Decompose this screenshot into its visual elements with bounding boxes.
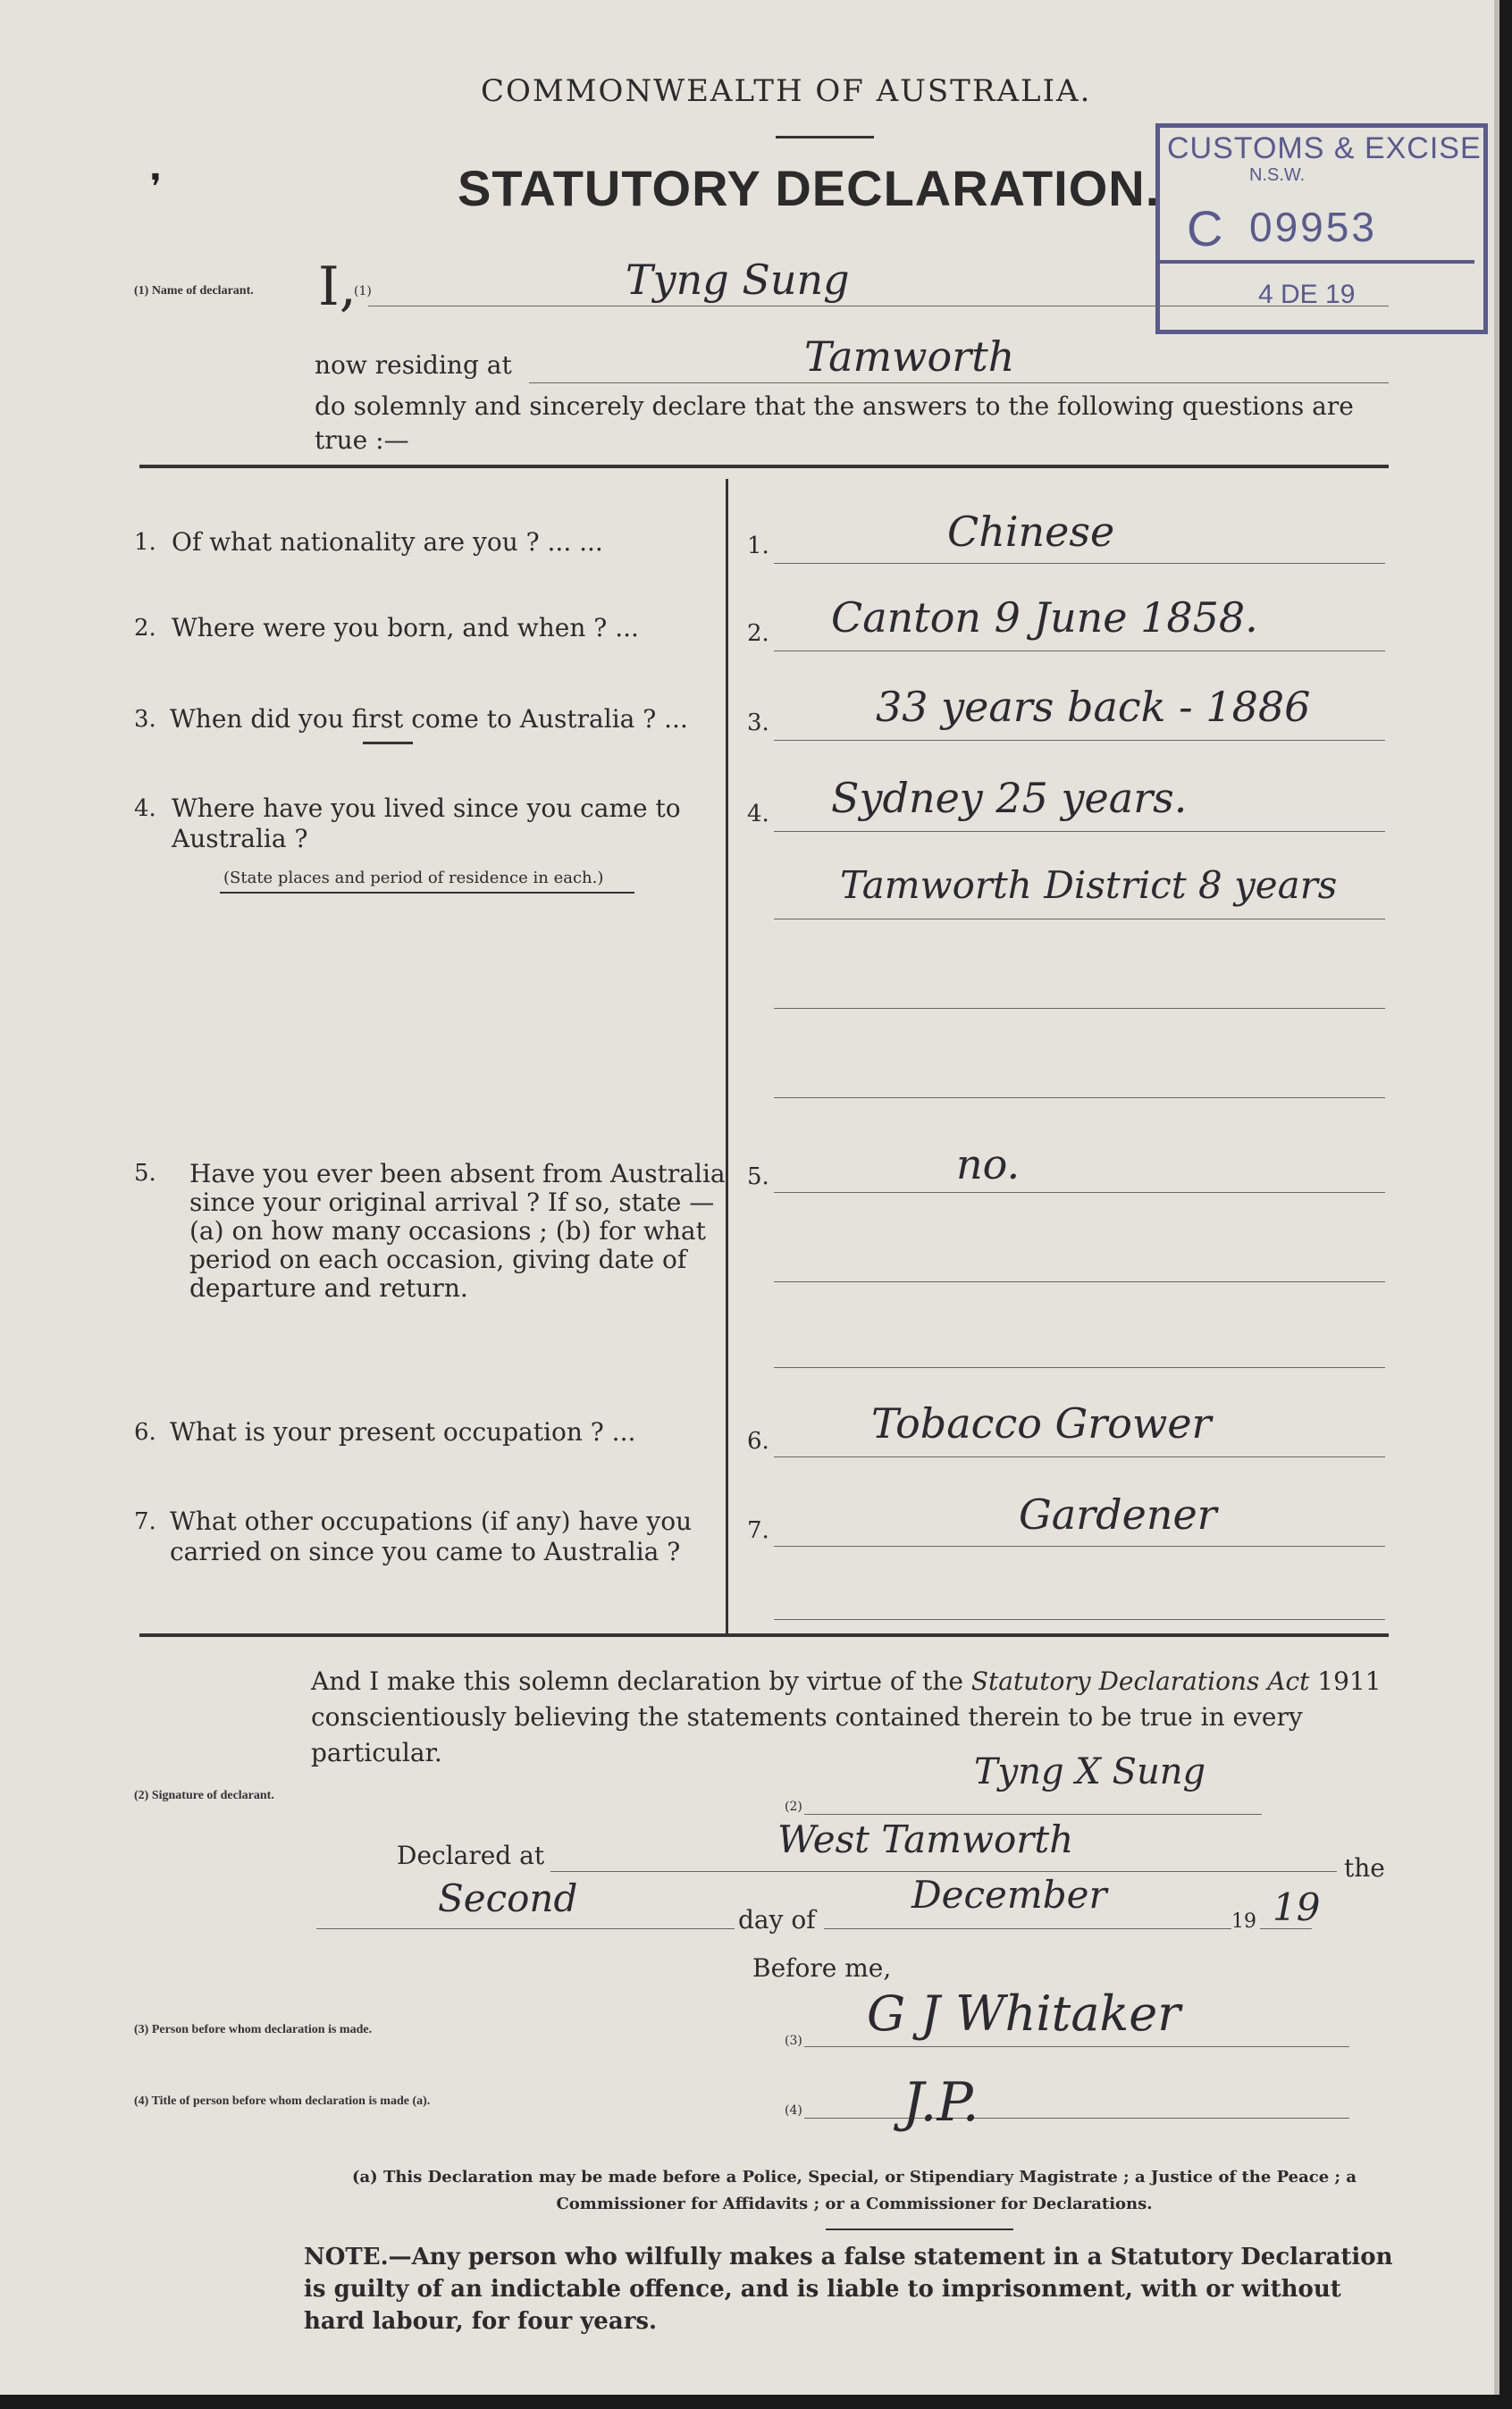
question-text: Have you ever been absent from Australia since your original arrival ? If so, state —(a) on how many occasions ; (b) for what period on each occasion, giving date of departure and return. [189, 1159, 726, 1303]
stamp-letter: C [1187, 200, 1223, 256]
answer-number: 4. [747, 801, 769, 827]
answer-line [774, 563, 1385, 564]
declared-at-line [550, 1871, 1337, 1872]
question-number: 1. [134, 529, 156, 556]
note-signature: (2) Signature of declarant. [134, 1789, 274, 1802]
answer-line [774, 1546, 1385, 1547]
answer-other-occupations: Gardener [1019, 1490, 1217, 1539]
ref-1: (1) [354, 284, 372, 298]
answer-line [774, 1456, 1385, 1457]
declarant-name: Tyng Sung [626, 256, 850, 304]
declared-at-label: Declared at [397, 1841, 545, 1870]
the-label: the [1344, 1853, 1385, 1883]
note-underline [220, 892, 634, 894]
witness-title: J.P. [903, 2071, 979, 2134]
answer-line [774, 1281, 1385, 1282]
column-divider [726, 479, 728, 1633]
question-text: When did you first come to Australia ? ... [170, 704, 688, 734]
note-person-before: (3) Person before whom declaration is made. [134, 2023, 373, 2036]
stamp-number: 09953 [1249, 204, 1377, 250]
answer-line [774, 1097, 1385, 1098]
stamp-sublabel: N.S.W. [1249, 165, 1306, 185]
residing-line [529, 382, 1389, 383]
stamp-divider [1160, 260, 1474, 264]
question-number: 2. [134, 615, 156, 642]
first-underline [363, 742, 413, 744]
answer-number: 5. [747, 1163, 769, 1190]
form-title: STATUTORY DECLARATION. [458, 160, 1161, 216]
footnote-a: (a) This Declaration may be made before a Police, Special, or Stipendiary Magistrate ; a Justice of the Peace ; a Commissioner for Affidavits ; or a Commissioner for Declarations. [351, 2168, 1357, 2213]
question-text: What other occupations (if any) have you carried on since you came to Australia ? [170, 1507, 693, 1566]
answer-line [774, 1619, 1385, 1620]
i-letter: I, [318, 256, 357, 318]
question-number: 5. [134, 1160, 156, 1187]
declaration-text-b: 1911 conscientiously believing the statements contained therein to be true in every particular. [311, 1666, 1382, 1767]
answer-line [774, 1192, 1385, 1193]
question-number: 4. [134, 795, 156, 822]
witness-signature: G J Whitaker [867, 1985, 1181, 2042]
witness-line [804, 2046, 1349, 2047]
question-text: Where have you lived since you came to Australia ? [172, 793, 681, 853]
declared-at: West Tamworth [777, 1817, 1074, 1861]
question-number: 3. [134, 706, 156, 733]
margin-mark: ❜ [150, 167, 162, 207]
month: December [911, 1873, 1107, 1917]
answer-number: 2. [747, 620, 769, 647]
question-number: 6. [134, 1419, 156, 1446]
answer-nationality: Chinese [947, 508, 1115, 556]
question-text: What is your present occupation ? ... [170, 1417, 636, 1447]
answer-line [774, 1367, 1385, 1368]
footnote-rule [826, 2229, 1013, 2230]
answer-born: Canton 9 June 1858. [831, 593, 1258, 642]
day-line [316, 1928, 735, 1929]
month-line [824, 1928, 1231, 1929]
title-line [804, 2118, 1349, 2119]
ref-3: (3) [785, 2034, 802, 2048]
customs-stamp [1155, 123, 1488, 334]
note-paragraph: NOTE.—Any person who wilfully makes a false statement in a Statutory Declaration is guilty of an indictable offence, and is liable to imprisonment, with or without hard labour, for four years. [304, 2244, 1393, 2335]
year-suffix: 19 [1273, 1885, 1321, 1929]
declare-text: do solemnly and sincerely declare that the answers to the following questions are true :— [315, 391, 1354, 455]
ref-2: (2) [785, 1800, 802, 1814]
signature-line [804, 1814, 1262, 1815]
declaration-act: Statutory Declarations Act [970, 1666, 1310, 1696]
answer-occupation: Tobacco Grower [871, 1399, 1212, 1448]
declaration-paragraph [311, 1664, 1394, 1771]
answer-absent: no. [956, 1140, 1021, 1188]
question-number: 7. [134, 1508, 156, 1535]
before-me-label: Before me, [752, 1953, 892, 1983]
answer-number: 7. [747, 1517, 769, 1544]
note-title-of-person: (4) Title of person before whom declaration is made (a). [134, 2094, 431, 2108]
answer-line [774, 831, 1385, 832]
bottom-rule [139, 1633, 1389, 1637]
day-of-label: day of [738, 1905, 816, 1935]
day: Second [438, 1876, 578, 1920]
answer-line [774, 740, 1385, 741]
question-text: Where were you born, and when ? ... [172, 613, 639, 642]
answer-number: 1. [747, 533, 769, 559]
answer-line [774, 1008, 1385, 1009]
answer-first-came: 33 years back - 1886 [876, 683, 1311, 731]
question-note: (State places and period of residence in each.) [223, 869, 604, 887]
answer-lived-1: Sydney 25 years. [831, 774, 1188, 822]
question-text: Of what nationality are you ? ... ... [172, 527, 603, 557]
stamp-date: 4 DE 19 [1258, 280, 1356, 309]
signature: Tyng X Sung [974, 1751, 1206, 1792]
top-rule [139, 465, 1389, 468]
residing-label: now residing at [315, 350, 512, 380]
declaration-text-a: And I make this solemn declaration by virtue of the [311, 1666, 971, 1696]
residence: Tamworth [804, 332, 1015, 381]
header-line: COMMONWEALTH OF AUSTRALIA. [481, 73, 1092, 109]
ref-4: (4) [785, 2103, 802, 2118]
stamp-label: CUSTOMS & EXCISE [1167, 131, 1482, 165]
note-name-of-declarant: (1) Name of declarant. [134, 284, 254, 298]
answer-number: 6. [747, 1428, 769, 1455]
answer-lived-2: Tamworth District 8 years [840, 863, 1338, 907]
year-prefix: 19 [1231, 1910, 1256, 1933]
answer-number: 3. [747, 709, 769, 736]
header-rule [776, 136, 874, 138]
